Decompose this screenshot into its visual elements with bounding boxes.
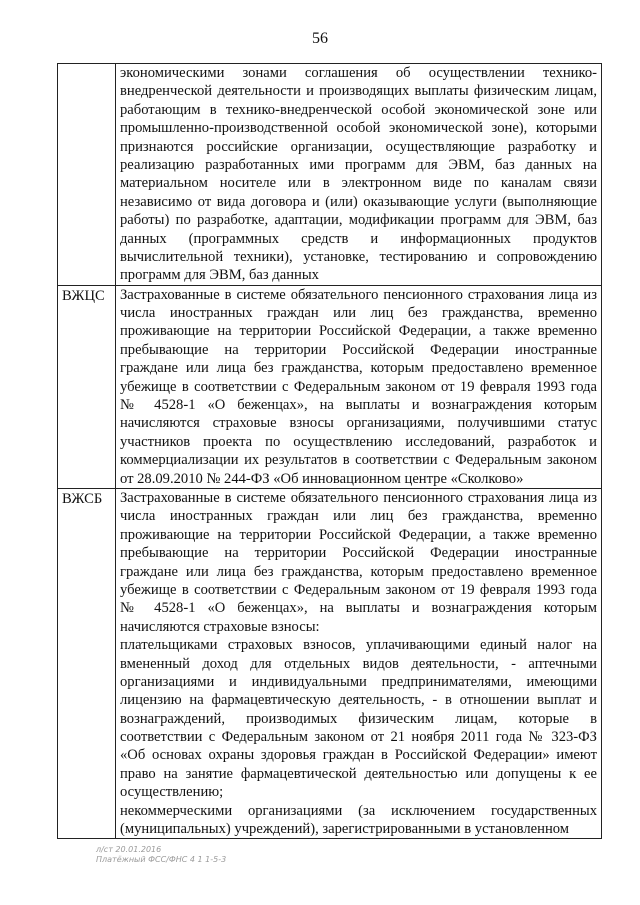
description-line: право на занятие фармацевтической деятельностью или допущены к ее: [120, 765, 597, 782]
description-line: экономическими зонами соглашения об осуществлении технико-: [120, 65, 597, 81]
table-row: [58, 64, 602, 286]
description-line: пребывающие на территории Российской Федерации иностранные: [120, 545, 597, 562]
description-line: проживающие на территории Российской Федерации, а также временно: [120, 323, 597, 340]
description-line: граждане или лица без гражданства, которым предоставлено временное: [120, 360, 597, 377]
description-line: внедренческой деятельности и производящих выплаты физическим лицам,: [120, 83, 597, 100]
description-cell: [116, 285, 602, 488]
table-row: [58, 285, 602, 488]
description-line: данных (программных средств и информационных продуктов: [120, 230, 597, 247]
description-cell: [116, 64, 602, 286]
description-line: работы) по разработке, адаптации, модификации программ для ЭВМ, баз: [120, 212, 597, 229]
description-line: числа иностранных граждан или лиц без гражданства, временно: [120, 305, 597, 322]
description-line: граждане или лица без гражданства, которым предоставлено временное: [120, 563, 597, 580]
codes-table: [57, 63, 602, 839]
footer-stamp-line: л/ст 20.01.2016: [96, 845, 162, 854]
description-line: проживающие на территории Российской Федерации, а также временно: [120, 526, 597, 543]
description-line: числа иностранных граждан или лиц без гражданства, временно: [120, 508, 597, 525]
description-line: реализацию разработанных ими программ для ЭВМ, баз данных на: [120, 156, 597, 173]
description-line: Застрахованные в системе обязательного пенсионного страхования лица из: [120, 286, 597, 303]
description-line: начисляются страховые взносы организациями, получившими статус: [120, 415, 597, 432]
description-line: коммерциализации их результатов в соответствии с Федеральным законом: [120, 452, 597, 469]
footer-stamp-line: Платёжный ФСС/ФНС 4 1 1-5-3: [96, 855, 227, 864]
description-line: № 4528-1 «О беженцах», на выплаты и вознаграждения которым: [120, 397, 597, 414]
description-line: (муниципальных) учреждений), зарегистрированными в установленном: [120, 821, 570, 838]
description-line: участников проекта по осуществлению исследований, разработок и: [120, 433, 597, 450]
description-line: № 4528-1 «О беженцах», на выплаты и вознаграждения которым: [120, 600, 597, 617]
description-line: независимо от вида договора и (или) оказывающие услуги (выполняющие: [120, 193, 597, 210]
description-line: начисляются страховые взносы:: [120, 618, 320, 635]
description-cell: [116, 488, 602, 838]
description-line: плательщиками страховых взносов, уплачивающими единый налог на: [120, 637, 597, 654]
description-line: вмененный доход для отдельных видов деятельности, - аптечными: [120, 655, 597, 672]
description-line: лицензию на фармацевтическую деятельность, - в отношении выплат и: [120, 692, 597, 709]
description-line: Застрахованные в системе обязательного пенсионного страхования лица из: [120, 489, 597, 506]
footer-stamp: [96, 845, 226, 865]
description-line: программ для ЭВМ, баз данных: [120, 267, 319, 284]
page-number: 56: [312, 30, 328, 47]
description-line: работающим в технико-внедренческой особой экономической зоне или: [120, 101, 597, 118]
description-line: убежище в соответствии с Федеральным законом от 19 февраля 1993 года: [120, 581, 597, 598]
description-line: вознаграждений, производимых физическим лицам, которые в: [120, 710, 597, 727]
description-line: осуществлению;: [120, 784, 224, 801]
description-line: «Об основах охраны здоровья граждан в Российской Федерации» имеют: [120, 747, 597, 764]
description-line: вычислительной техники), установке, тестированию и сопровождению: [120, 248, 597, 265]
code-cell: ВЖЦС: [58, 285, 116, 488]
description-line: материальном носителе или в электронном виде по каналам связи: [120, 175, 597, 192]
description-line: промышленно-производственной особой экономической зоне), которыми: [120, 120, 597, 137]
description-line: признаются российские организации, осуществляющие разработку и: [120, 138, 597, 155]
description-line: соответствии с Федеральным законом от 21 ноября 2011 года № 323-ФЗ: [120, 729, 597, 746]
description-line: некоммерческими организациями (за исключением государственных: [120, 802, 597, 819]
code-cell: ВЖСБ: [58, 488, 116, 838]
description-line: убежище в соответствии с Федеральным законом от 19 февраля 1993 года: [120, 378, 597, 395]
description-line: от 28.09.2010 № 244-ФЗ «Об инновационном центре «Сколково»: [120, 470, 524, 487]
description-line: пребывающие на территории Российской Федерации иностранные: [120, 341, 597, 358]
description-line: организациями и индивидуальными предпринимателями, имеющими: [120, 673, 597, 690]
table-row: [58, 488, 602, 838]
code-cell: [58, 64, 116, 286]
